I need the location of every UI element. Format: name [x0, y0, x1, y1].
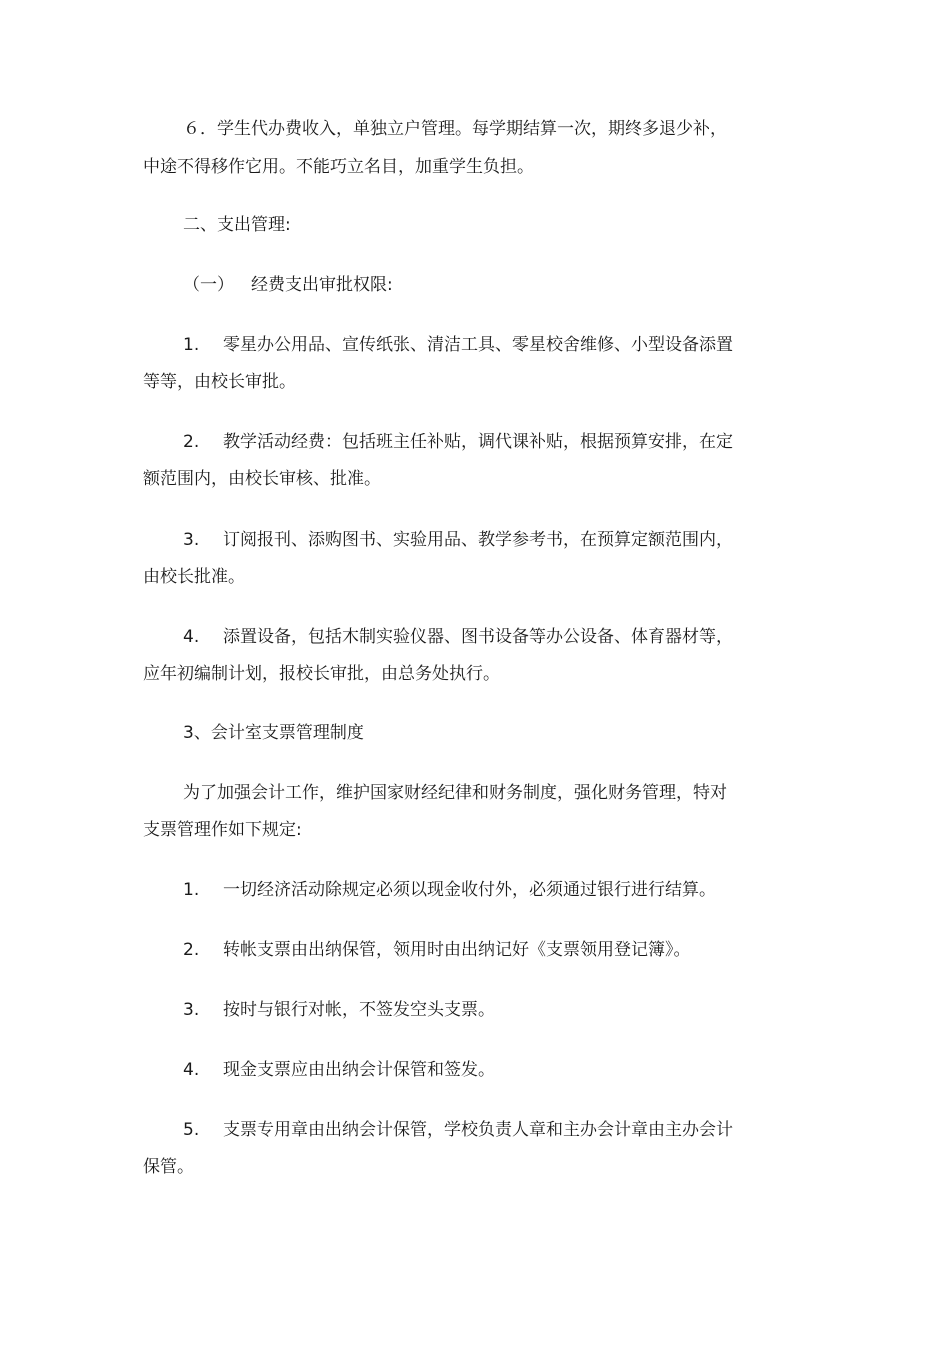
rule-3-text: 按时与银行对帐，不签发空头支票。 — [223, 1000, 495, 1020]
rule-2-text: 转帐支票由出纳保管，领用时由出纳记好《支票领用登记簿》。 — [223, 940, 691, 960]
subsection-1-number: （一） — [183, 275, 234, 295]
rule-5-text: 支票专用章由出纳会计保管，学校负责人章和主办会计章由主办会计 — [223, 1120, 733, 1140]
rule-5-line-1 — [183, 1118, 733, 1142]
rule-2 — [183, 938, 691, 962]
item-2-line-2: 额范围内，由校长审核、批准。 — [143, 469, 381, 489]
rule-4-text: 现金支票应由出纳会计保管和签发。 — [223, 1060, 495, 1080]
rule-1 — [183, 878, 716, 902]
item-4-text: 添置设备，包括木制实验仪器、图书设备等办公设备、体育器材等， — [223, 627, 733, 647]
item-3-line-2: 由校长批准。 — [143, 567, 245, 587]
item-3-text: 订阅报刊、添购图书、实验用品、教学参考书，在预算定额范围内， — [223, 530, 733, 550]
subsection-1-title: 经费支出审批权限: — [251, 275, 393, 295]
rule-1-number: 1. — [183, 880, 200, 900]
rule-4-number: 4. — [183, 1060, 200, 1080]
item-3-line-1 — [183, 528, 733, 552]
item-4-number: 4. — [183, 627, 200, 647]
section-2-heading: 二、支出管理: — [183, 215, 291, 235]
item-1-text: 零星办公用品、宣传纸张、清洁工具、零星校舍维修、小型设备添置 — [223, 335, 733, 355]
rule-3-number: 3. — [183, 1000, 200, 1020]
rule-3 — [183, 998, 495, 1022]
rule-4 — [183, 1058, 495, 1082]
paragraph-6-line-1: ６．学生代办费收入，单独立户管理。每学期结算一次，期终多退少补， — [183, 119, 727, 139]
item-1-number: 1. — [183, 335, 200, 355]
rule-1-text: 一切经济活动除规定必须以现金收付外，必须通过银行进行结算。 — [223, 880, 716, 900]
item-1-line-1 — [183, 333, 733, 357]
rule-5-line-2: 保管。 — [143, 1157, 194, 1177]
paragraph-6-line-2: 中途不得移作它用。不能巧立名目，加重学生负担。 — [143, 157, 534, 177]
rule-5-number: 5. — [183, 1120, 200, 1140]
item-4-line-2: 应年初编制计划，报校长审批，由总务处执行。 — [143, 664, 500, 684]
item-2-text: 教学活动经费：包括班主任补贴，调代课补贴，根据预算安排，在定 — [223, 432, 733, 452]
item-2-line-1 — [183, 430, 733, 454]
subsection-1-heading — [183, 273, 393, 297]
intro-line-1: 为了加强会计工作，维护国家财经纪律和财务制度，强化财务管理，特对 — [183, 783, 727, 803]
item-2-number: 2. — [183, 432, 200, 452]
item-4-line-1 — [183, 625, 733, 649]
item-1-line-2: 等等，由校长审批。 — [143, 372, 296, 392]
section-3-heading: 3、会计室支票管理制度 — [183, 723, 364, 743]
intro-line-2: 支票管理作如下规定: — [143, 820, 302, 840]
item-3-number: 3. — [183, 530, 200, 550]
rule-2-number: 2. — [183, 940, 200, 960]
